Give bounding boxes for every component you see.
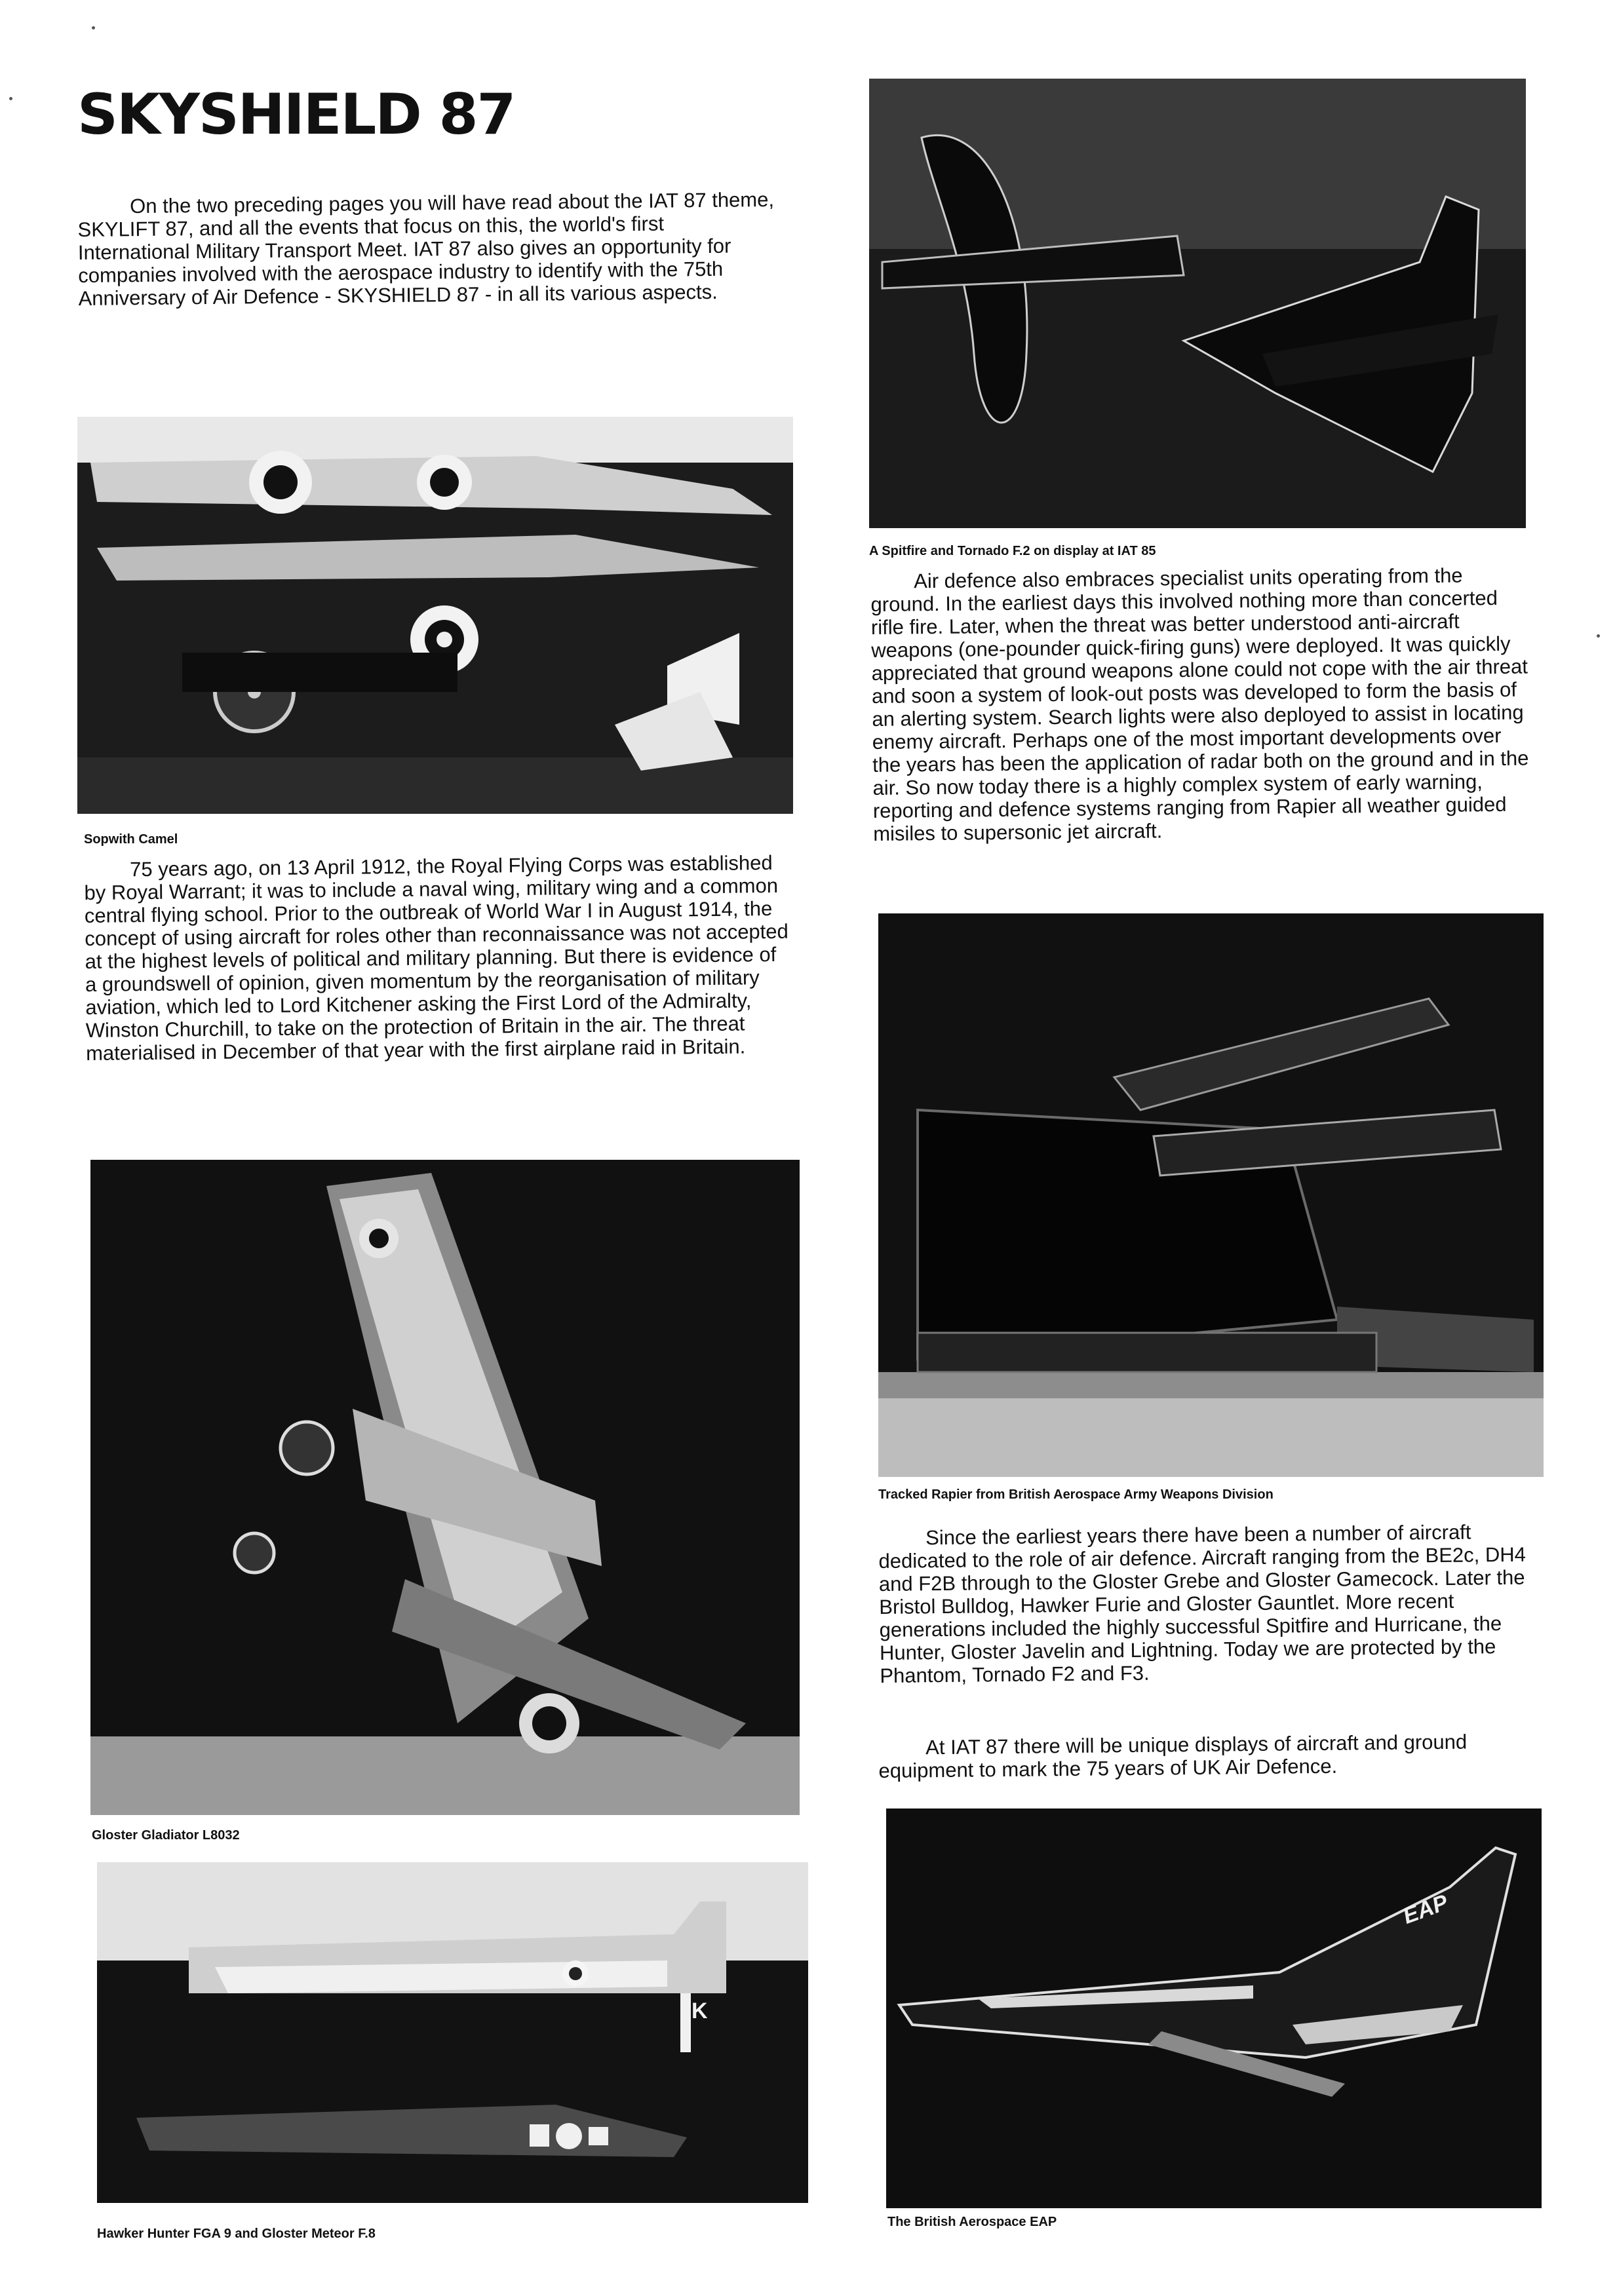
- scan-speck: [9, 97, 12, 100]
- gloster-gladiator-caption: Gloster Gladiator L8032: [92, 1828, 240, 1843]
- eap-code-marking: EAP: [1399, 1890, 1452, 1929]
- tracked-rapier-photo: [878, 913, 1544, 1477]
- hunter-meteor-photo: [97, 1862, 808, 2203]
- gloster-gladiator-photo: [90, 1160, 800, 1815]
- british-aerospace-eap-photo: [886, 1808, 1542, 2208]
- aircraft-paragraph: Since the earliest years there have been a number of aircraft dedicated to the role of air defence. Aircraft ranging from the BE2c, DH4 and F2B through to the Gloster Grebe and Gloster Gamecock. Later the Bristol Bulldog, Hawker Furie and Gloster Gauntlet. More recent generations included the highly successful Spitfire and Hurricane, the Hunter, Gloster Javelin and Lightning. Today we are protected by the Phantom, Tornado F2 and F3.: [878, 1520, 1527, 1687]
- page-title: SKYSHIELD 87: [77, 82, 515, 147]
- hunter-code-marking: K: [691, 1999, 708, 2023]
- history-paragraph: 75 years ago, on 13 April 1912, the Royal Flying Corps was established by Royal Warrant; it was to include a naval wing, military wing and a common central flying school. Prior to the outbreak of World War I in August 1914, the concept of using aircraft for roles other than reconnaissance was not accepted at the highest levels of political and military planning. But there is evidence of a groundswell of opinion, given momentum by the reorganisation of military aviation, which led to Lord Kitchener asking the First Lord of the Admiralty, Winston Churchill, to take on the protection of Britain in the air. The threat materialised in December of that year with the first airplane raid in Britain.: [84, 851, 788, 1065]
- british-aerospace-eap-caption: The British Aerospace EAP: [887, 2215, 1057, 2229]
- intro-paragraph: On the two preceding pages you will have read about the IAT 87 theme, SKYLIFT 87, and all the events that focus on this, the world's first International Military Transport Meet. IAT 87 also gives an opportunity for companies involved with the aerospace industry to identify with the 75th Anniversary of Air Defence - SKYSHIELD 87 - in all its various aspects.: [77, 187, 775, 310]
- displays-paragraph: At IAT 87 there will be unique displays of aircraft and ground equipment to mark the 75 years of UK Air Defence.: [878, 1730, 1468, 1782]
- scan-speck: [1597, 634, 1600, 638]
- spitfire-tornado-photo: [869, 79, 1526, 528]
- ground-defence-paragraph: Air defence also embraces specialist units operating from the ground. In the earliest days this involved nothing more than concerted rifle fire. Later, when the threat was better understood anti-aircraft weapons (one-pounder quick-firing guns) were deployed. It was quickly appreciated that ground weapons alone could not cope with the air threat and soon a system of look-out posts was developed to form the basis of an alerting system. Search lights were also deployed to assist in locating enemy aircraft. Perhaps one of the most important developments over the years has been the application of radar both on the ground and in the air. So now today there is a highly complex system of early warning, reporting and defence systems ranging from Rapier all weather guided misiles to supersonic jet aircraft.: [870, 564, 1529, 845]
- sopwith-camel-photo: [77, 417, 793, 814]
- scan-speck: [92, 26, 95, 29]
- spitfire-tornado-caption: A Spitfire and Tornado F.2 on display at IAT 85: [869, 544, 1156, 558]
- tracked-rapier-caption: Tracked Rapier from British Aerospace Army Weapons Division: [878, 1487, 1274, 1502]
- sopwith-camel-caption: Sopwith Camel: [84, 832, 178, 847]
- hunter-meteor-caption: Hawker Hunter FGA 9 and Gloster Meteor F.8: [97, 2227, 376, 2241]
